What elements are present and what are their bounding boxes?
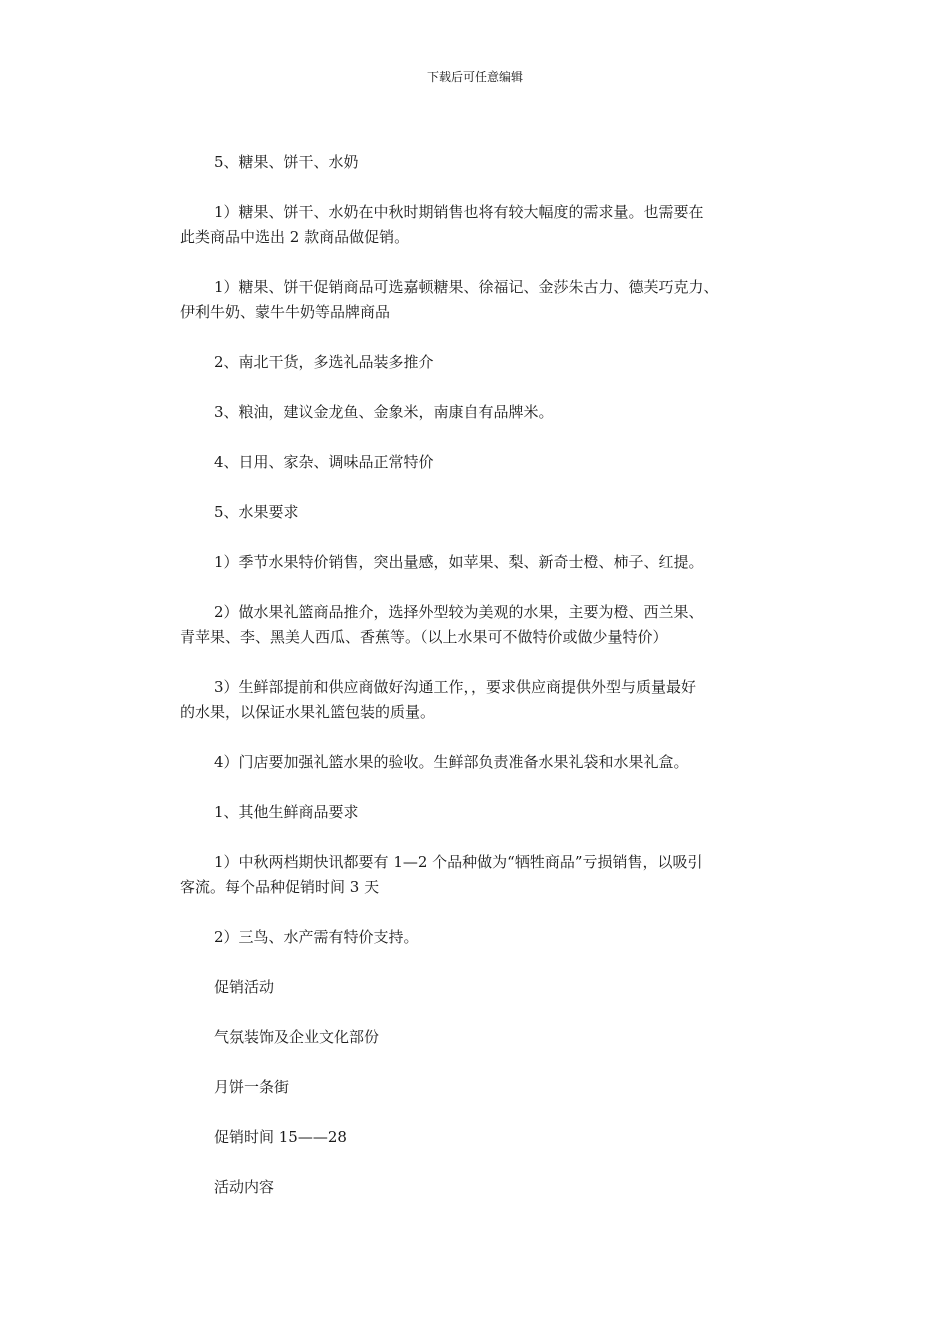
paragraph-line: 2、南北干货，多选礼品装多推介 (214, 353, 434, 371)
paragraph (180, 350, 780, 375)
paragraph-line: 2）三鸟、水产需有特价支持。 (214, 928, 419, 946)
paragraph-line: 1）糖果、饼干、水奶在中秋时期销售也将有较大幅度的需求量。也需要在 (214, 203, 704, 221)
paragraph (180, 850, 780, 900)
paragraph (180, 975, 780, 1000)
paragraph (180, 750, 780, 775)
paragraph (180, 450, 780, 475)
paragraph (180, 1175, 780, 1200)
paragraph (180, 1075, 780, 1100)
paragraph-line: 1、其他生鲜商品要求 (214, 803, 359, 821)
paragraph (180, 600, 780, 650)
paragraph (180, 500, 780, 525)
paragraph-line: 青苹果、李、黑美人西瓜、香蕉等。（以上水果可不做特价或做少量特价） (180, 628, 668, 646)
paragraph-line: 1）糖果、饼干促销商品可选嘉顿糖果、徐福记、金莎朱古力、德芙巧克力、 (214, 278, 719, 296)
document-body (180, 150, 780, 1225)
paragraph (180, 150, 780, 175)
paragraph-line: 促销时间 15——28 (214, 1128, 347, 1146)
paragraph (180, 675, 780, 725)
paragraph-line: 4）门店要加强礼篮水果的验收。生鲜部负责准备水果礼袋和水果礼盒。 (214, 753, 689, 771)
paragraph (180, 200, 780, 250)
paragraph-line: 月饼一条街 (214, 1078, 290, 1096)
paragraph-line: 3、粮油，建议金龙鱼、金象米，南康自有品牌米。 (214, 403, 554, 421)
paragraph-line: 此类商品中选出 2 款商品做促销。 (180, 228, 410, 246)
paragraph-line: 客流。每个品种促销时间 3 天 (180, 878, 380, 896)
paragraph-line: 的水果，以保证水果礼篮包装的质量。 (180, 703, 436, 721)
paragraph (180, 800, 780, 825)
paragraph-line: 4、日用、家杂、调味品正常特价 (214, 453, 434, 471)
paragraph-line: 伊利牛奶、蒙牛牛奶等品牌商品 (180, 303, 391, 321)
paragraph-line: 5、糖果、饼干、水奶 (214, 153, 359, 171)
paragraph (180, 925, 780, 950)
paragraph-line: 1）季节水果特价销售，突出量感，如苹果、梨、新奇士橙、柿子、红提。 (214, 553, 704, 571)
page-header: 下载后可任意编辑 (426, 70, 523, 84)
paragraph (180, 1025, 780, 1050)
paragraph-line: 气氛装饰及企业文化部份 (214, 1028, 380, 1046)
paragraph (180, 400, 780, 425)
paragraph-line: 促销活动 (214, 978, 275, 996)
paragraph-line: 活动内容 (214, 1178, 275, 1196)
paragraph-line: 2）做水果礼篮商品推介，选择外型较为美观的水果，主要为橙、西兰果、 (214, 603, 704, 621)
paragraph-line: 5、水果要求 (214, 503, 299, 521)
paragraph-line: 3）生鲜部提前和供应商做好沟通工作，，要求供应商提供外型与质量最好 (214, 678, 697, 696)
paragraph (180, 275, 780, 325)
paragraph-line: 1）中秋两档期快讯都要有 1—2 个品种做为“牺牲商品”亏损销售，以吸引 (214, 853, 703, 871)
paragraph (180, 1125, 780, 1150)
paragraph (180, 550, 780, 575)
